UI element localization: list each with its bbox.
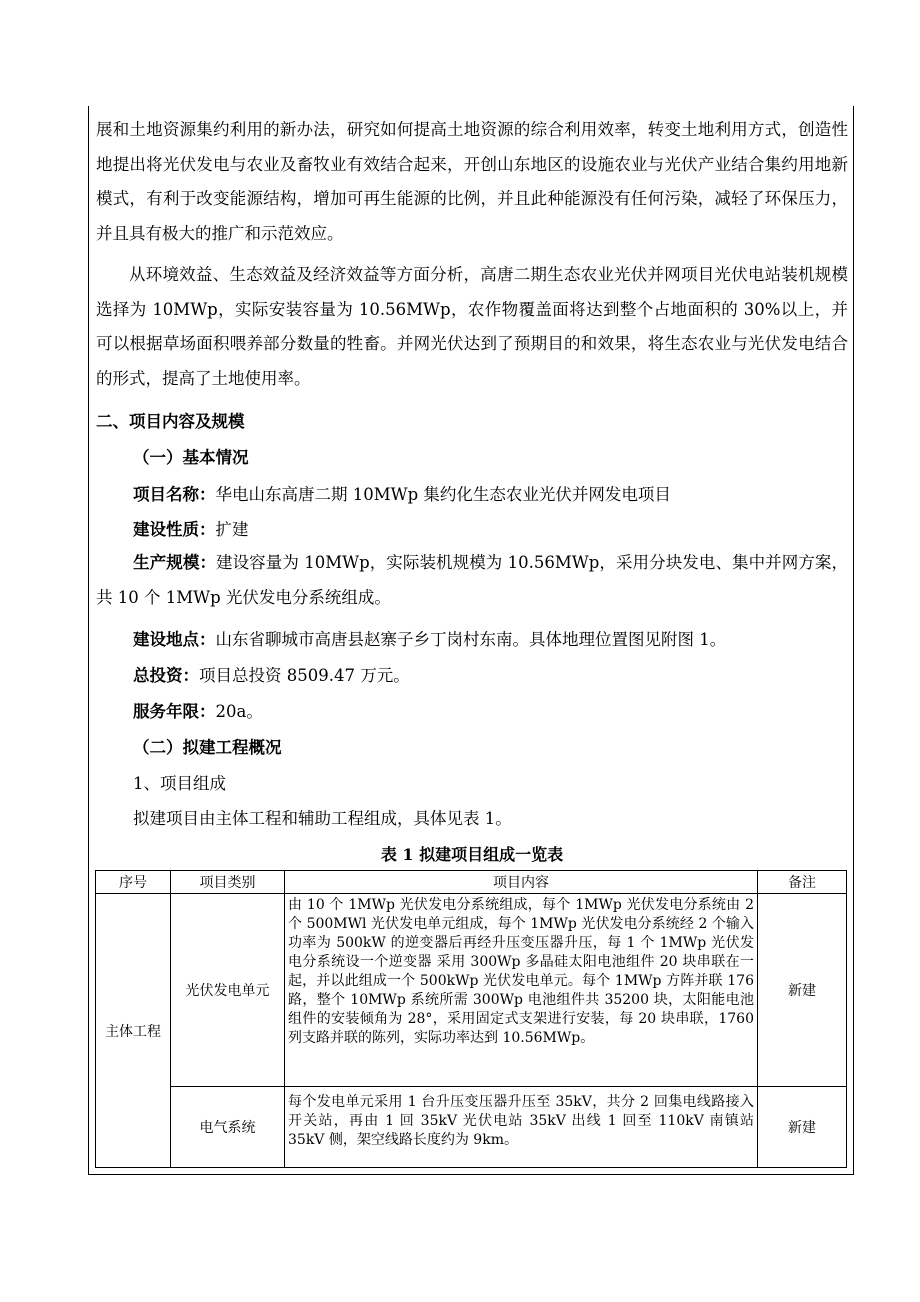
project-name-label: 项目名称： xyxy=(133,485,216,504)
category-cell: 光伏发电单元 xyxy=(171,894,285,1087)
service-years-line xyxy=(133,698,263,722)
group-cell: 主体工程 xyxy=(96,894,171,1168)
production-scale-value: 建设容量为 10MWp，实际装机规模为 10.56MWp，采用分块发电、集中并网方案，共 10 个 1MWp 光伏发电分系统组成。 xyxy=(96,553,848,607)
section-heading: 二、项目内容及规模 xyxy=(96,412,245,431)
production-scale-label: 生产规模： xyxy=(133,553,217,572)
project-name-line xyxy=(133,481,671,505)
paragraph-1: 展和土地资源集约利用的新办法，研究如何提高土地资源的综合利用效率，转变土地利用方式，创造性地提出将光伏发电与农业及畜牧业有效结合起来，开创山东地区的设施农业与光伏产业结合集约用地新模式，有利于改变能源结构，增加可再生能源的比例，并且此种能源没有任何污染，减轻了环保压力，并且具有极大的推广和示范效应。 xyxy=(96,120,848,243)
header-index: 序号 xyxy=(96,871,171,894)
category-cell: 电气系统 xyxy=(171,1087,285,1168)
production-scale-paragraph xyxy=(96,546,848,615)
subsection-basic-info: （一）基本情况 xyxy=(133,448,249,467)
subsection-overview: （二）拟建工程概况 xyxy=(133,738,282,757)
item-project-composition: 1、项目组成 xyxy=(133,774,226,793)
service-years-value: 20a。 xyxy=(215,702,263,721)
table-header-row xyxy=(96,871,847,894)
service-years-label: 服务年限： xyxy=(133,702,216,721)
content-cell: 每个发电单元采用 1 台升压变压器升压至 35kV，共分 2 回集电线路接入开关站，再由 1 回 35kV 光伏电站 35kV 出线 1 回至 110kV 南镇站 35kV 侧，架空线路长度约为 9km。 xyxy=(285,1087,758,1168)
table-row xyxy=(96,1087,847,1168)
header-note: 备注 xyxy=(758,871,847,894)
table-caption: 表 1 拟建项目组成一览表 xyxy=(380,845,564,864)
item-composition-text: 拟建项目由主体工程和辅助工程组成，具体见表 1。 xyxy=(133,809,512,828)
content-cell: 由 10 个 1MWp 光伏发电分系统组成，每个 1MWp 光伏发电分系统由 2 个 500MWl 光伏发电单元组成，每个 1MWp 光伏发电分系统经 2 个输入功率为 500kW 的逆变器后再经升压变压器升压，每 1 个 1MWp 光伏发电分系统设一个逆变器 采用 300Wp 多晶硅太阳电池组件 20 块串联在一起，并以此组成一个 500kWp 光伏发电单元。每个 1MWp 方阵并联 176 路，整个 10MWp 系统所需 300Wp 电池组件共 35200 块，太阳能电池组件的安装倾角为 28°，采用固定式支架进行安装，每 20 块串联，1760 列支路并联的陈列，实际功率达到 10.56MWp。 xyxy=(285,894,758,1087)
project-name-value: 华电山东高唐二期 10MWp 集约化生态农业光伏并网发电项目 xyxy=(215,485,671,504)
investment-line xyxy=(133,662,410,686)
site-value: 山东省聊城市高唐县赵寨子乡丁岗村东南。具体地理位置图见附图 1。 xyxy=(215,630,727,649)
site-label: 建设地点： xyxy=(133,630,216,649)
investment-label: 总投资： xyxy=(133,666,199,685)
note-cell: 新建 xyxy=(758,1087,847,1168)
construction-nature-value: 扩建 xyxy=(215,520,249,539)
table-row xyxy=(96,894,847,1087)
construction-nature-label: 建设性质： xyxy=(133,520,216,539)
construction-nature-line xyxy=(133,516,249,540)
investment-value: 项目总投资 8509.47 万元。 xyxy=(199,666,410,685)
note-cell: 新建 xyxy=(758,894,847,1087)
header-content: 项目内容 xyxy=(285,871,758,894)
project-composition-table xyxy=(95,870,847,1168)
header-category: 项目类别 xyxy=(171,871,285,894)
site-line xyxy=(133,626,726,650)
paragraph-2: 从环境效益、生态效益及经济效益等方面分析，高唐二期生态农业光伏并网项目光伏电站装机规模选择为 10MWp，实际安装容量为 10.56MWp，农作物覆盖面将达到整个占地面积的 30%以上，并可以根据草场面积喂养部分数量的牲畜。并网光伏达到了预期目的和效果，将生态农业与光伏发电结合的形式，提高了土地使用率。 xyxy=(96,265,848,388)
